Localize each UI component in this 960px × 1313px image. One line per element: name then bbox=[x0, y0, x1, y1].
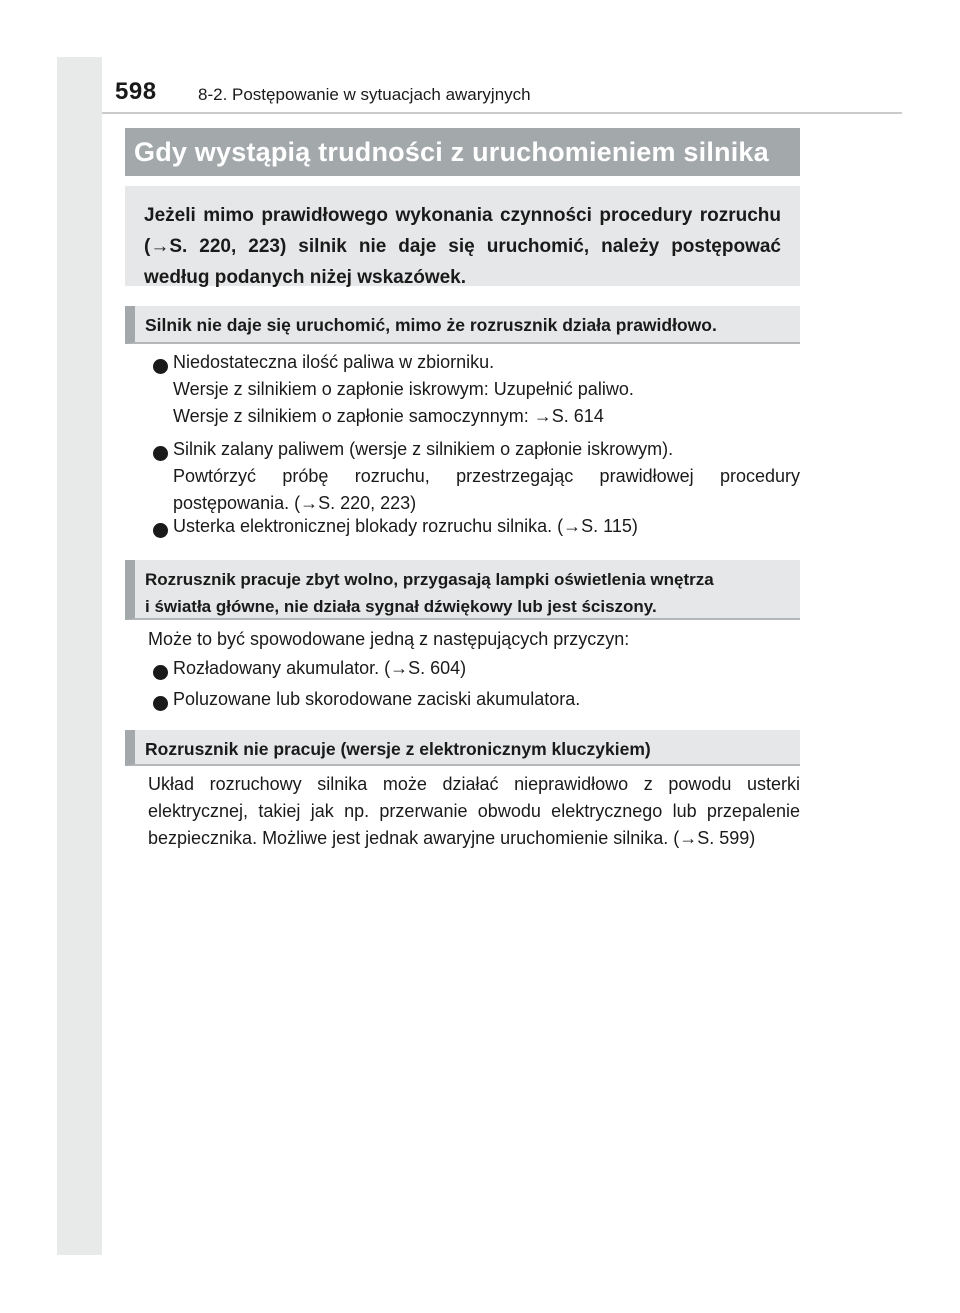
section3-text: Układ rozruchowy silnika może działać nieprawidłowo z powodu usterki elektrycznej, takiej jak np. przerwanie obwodu elektrycznego lub przepalenie bezpiecznika. Możliwe jest jednak awaryjne uruchomienie silnika. (→S. 599) bbox=[148, 774, 800, 848]
margin-band bbox=[57, 57, 102, 1255]
bullet-immobilizer: Usterka elektronicznej blokady rozruchu silnika. (→S. 115) bbox=[173, 516, 638, 536]
bullet-flooded-text: Powtórzyć próbę rozruchu, przestrzegając prawidłowej procedury postępowania. (→S. 220, 223) bbox=[173, 466, 800, 513]
section2-lead: Może to być spowodowane jedną z następujących przyczyn: bbox=[148, 629, 630, 649]
bullet-icon bbox=[153, 696, 168, 711]
intro-box: Jeżeli mimo prawidłowego wykonania czynności procedury rozruchu (→S. 220, 223) silnik nie daje się uruchomić, należy postępować według podanych niżej wskazówek. bbox=[125, 186, 800, 286]
section-heading-slow-starter bbox=[125, 560, 800, 620]
bullet-terminals: Poluzowane lub skorodowane zaciski akumulatora. bbox=[173, 689, 581, 709]
chapter-title: 8-2. Postępowanie w sytuacjach awaryjnych bbox=[198, 85, 531, 104]
bullet-fuel-line3: Wersje z silnikiem o zapłonie samoczynnym: →S. 614 bbox=[173, 406, 604, 426]
bullet-icon bbox=[153, 665, 168, 680]
header-divider bbox=[102, 112, 902, 114]
bullet-fuel-line1: Niedostateczna ilość paliwa w zbiorniku. bbox=[173, 352, 495, 372]
page-number: 598 bbox=[115, 78, 157, 105]
bullet-battery: Rozładowany akumulator. (→S. 604) bbox=[173, 658, 467, 678]
section-heading-line: i światła główne, nie działa sygnał dźwiękowy lub jest ściszony. bbox=[145, 597, 657, 616]
bullet-fuel-line2: Wersje z silnikiem o zapłonie iskrowym: Uzupełnić paliwo. bbox=[173, 379, 634, 399]
section-heading-smart-key: Rozrusznik nie pracuje (wersje z elektronicznym kluczykiem) bbox=[125, 730, 800, 766]
bullet-icon bbox=[153, 523, 168, 538]
page-title: Gdy wystąpią trudności z uruchomieniem silnika bbox=[125, 128, 800, 176]
section-heading-line: Rozrusznik pracuje zbyt wolno, przygasają lampki oświetlenia wnętrza bbox=[145, 570, 714, 589]
bullet-flooded-line1: Silnik zalany paliwem (wersje z silnikiem o zapłonie iskrowym). bbox=[173, 439, 674, 459]
section-heading-engine-no-start: Silnik nie daje się uruchomić, mimo że rozrusznik działa prawidłowo. bbox=[125, 306, 800, 344]
bullet-icon bbox=[153, 359, 168, 374]
bullet-icon bbox=[153, 446, 168, 461]
